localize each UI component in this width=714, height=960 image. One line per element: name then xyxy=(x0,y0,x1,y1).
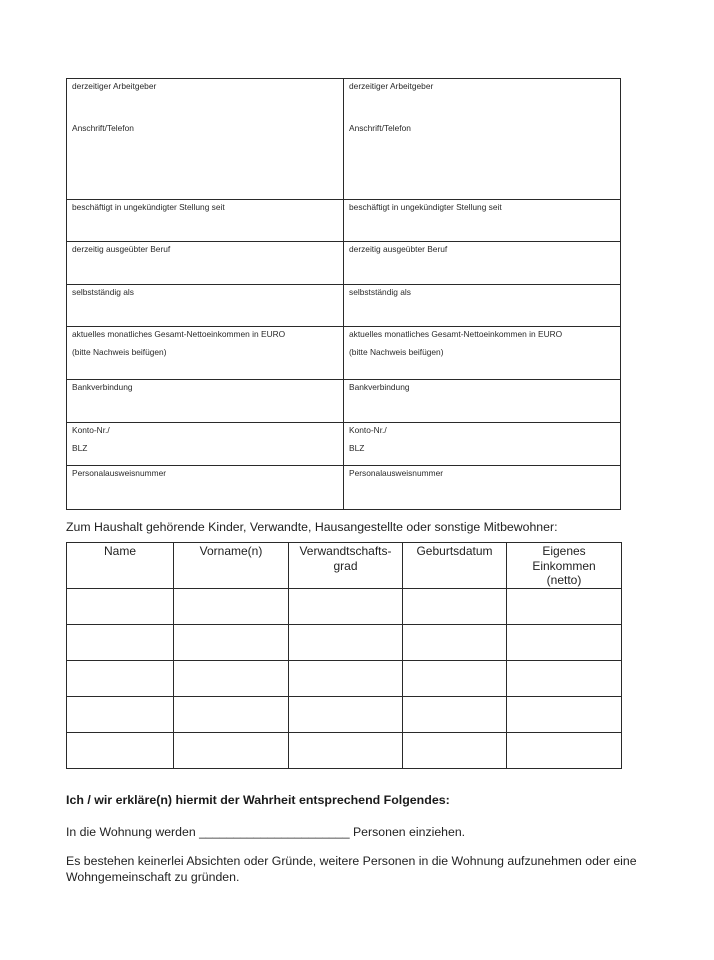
bank-cell-left[interactable] xyxy=(67,380,344,423)
field-label: aktuelles monatliches Gesamt-Nettoeinkommen in EURO xyxy=(349,329,563,339)
table-cell[interactable] xyxy=(67,624,174,660)
table-cell[interactable] xyxy=(289,588,403,624)
id-number-cell-right[interactable] xyxy=(344,466,621,510)
field-label: BLZ xyxy=(349,443,365,453)
table-cell[interactable] xyxy=(289,696,403,732)
column-header-first-names: Vorname(n) xyxy=(174,543,289,589)
field-label: Anschrift/Telefon xyxy=(72,123,134,133)
employment-table xyxy=(66,78,621,510)
field-label: selbstständig als xyxy=(349,287,411,297)
field-note: (bitte Nachweis beifügen) xyxy=(349,347,444,357)
table-cell[interactable] xyxy=(67,588,174,624)
field-label: BLZ xyxy=(72,443,88,453)
household-table xyxy=(66,542,622,769)
column-header-relationship: Verwandtschafts- grad xyxy=(289,543,403,589)
table-row xyxy=(67,242,621,285)
household-heading: Zum Haushalt gehörende Kinder, Verwandte, Hausangestellte oder sonstige Mitbewohner: xyxy=(66,520,558,534)
table-cell[interactable] xyxy=(289,732,403,768)
field-label: beschäftigt in ungekündigter Stellung seit xyxy=(349,202,502,212)
table-cell[interactable] xyxy=(67,696,174,732)
table-cell[interactable] xyxy=(174,696,289,732)
field-label: Konto-Nr./ xyxy=(72,425,110,435)
table-cell[interactable] xyxy=(174,660,289,696)
table-cell[interactable] xyxy=(174,588,289,624)
move-in-prefix: In die Wohnung werden xyxy=(66,825,196,839)
table-row xyxy=(67,588,622,624)
employer-cell-left[interactable] xyxy=(67,79,344,200)
field-label: Personalausweisnummer xyxy=(349,468,444,478)
field-label: derzeitig ausgeübter Beruf xyxy=(72,244,171,254)
declaration-heading: Ich / wir erkläre(n) hiermit der Wahrheit entsprechend Folgendes: xyxy=(66,793,450,807)
field-label: selbstständig als xyxy=(72,287,134,297)
bank-cell-right[interactable] xyxy=(344,380,621,423)
field-label: derzeitiger Arbeitgeber xyxy=(349,81,434,91)
field-label: Konto-Nr./ xyxy=(349,425,387,435)
table-cell[interactable] xyxy=(403,588,507,624)
move-in-suffix: Personen einziehen. xyxy=(352,825,466,839)
move-in-statement xyxy=(66,825,465,839)
field-label: Personalausweisnummer xyxy=(72,468,167,478)
profession-cell-right[interactable] xyxy=(344,242,621,285)
table-cell[interactable] xyxy=(403,660,507,696)
table-cell[interactable] xyxy=(507,732,622,768)
table-row xyxy=(67,732,622,768)
id-number-cell-left[interactable] xyxy=(67,466,344,510)
table-cell[interactable] xyxy=(174,732,289,768)
person-count-blank[interactable]: ______________________ xyxy=(199,825,350,839)
table-row xyxy=(67,79,621,200)
account-cell-right[interactable] xyxy=(344,423,621,466)
table-cell[interactable] xyxy=(174,624,289,660)
table-cell[interactable] xyxy=(403,624,507,660)
column-header-birthdate: Geburtsdatum xyxy=(403,543,507,589)
field-label: derzeitig ausgeübter Beruf xyxy=(349,244,448,254)
table-cell[interactable] xyxy=(507,624,622,660)
table-header-row xyxy=(67,543,622,589)
field-note: (bitte Nachweis beifügen) xyxy=(72,347,167,357)
self-employed-cell-right[interactable] xyxy=(344,285,621,327)
table-row xyxy=(67,423,621,466)
profession-cell-left[interactable] xyxy=(67,242,344,285)
table-row xyxy=(67,660,622,696)
employer-cell-right[interactable] xyxy=(344,79,621,200)
table-cell[interactable] xyxy=(67,732,174,768)
table-cell[interactable] xyxy=(67,660,174,696)
field-label: aktuelles monatliches Gesamt-Nettoeinkommen in EURO xyxy=(72,329,286,339)
intent-statement: Es bestehen keinerlei Absichten oder Gründe, weitere Personen in die Wohnung aufzunehmen oder eine Wohngemeinschaft zu gründen. xyxy=(66,854,637,884)
field-label: Bankverbindung xyxy=(72,382,133,392)
field-label: derzeitiger Arbeitgeber xyxy=(72,81,157,91)
field-label: Bankverbindung xyxy=(349,382,410,392)
table-row xyxy=(67,200,621,242)
column-header-own-income: Eigenes Einkommen (netto) xyxy=(507,543,622,589)
table-row xyxy=(67,285,621,327)
table-cell[interactable] xyxy=(289,624,403,660)
table-cell[interactable] xyxy=(403,696,507,732)
table-cell[interactable] xyxy=(507,696,622,732)
table-cell[interactable] xyxy=(289,660,403,696)
table-cell[interactable] xyxy=(403,732,507,768)
field-label: Anschrift/Telefon xyxy=(349,123,411,133)
self-employed-cell-left[interactable] xyxy=(67,285,344,327)
table-row xyxy=(67,380,621,423)
column-header-name: Name xyxy=(67,543,174,589)
employment-since-cell-right[interactable] xyxy=(344,200,621,242)
table-cell[interactable] xyxy=(507,588,622,624)
field-label: beschäftigt in ungekündigter Stellung seit xyxy=(72,202,225,212)
table-row xyxy=(67,624,622,660)
account-cell-left[interactable] xyxy=(67,423,344,466)
table-row xyxy=(67,466,621,510)
table-cell[interactable] xyxy=(507,660,622,696)
net-income-cell-right[interactable] xyxy=(344,327,621,380)
net-income-cell-left[interactable] xyxy=(67,327,344,380)
table-row xyxy=(67,327,621,380)
employment-since-cell-left[interactable] xyxy=(67,200,344,242)
table-row xyxy=(67,696,622,732)
